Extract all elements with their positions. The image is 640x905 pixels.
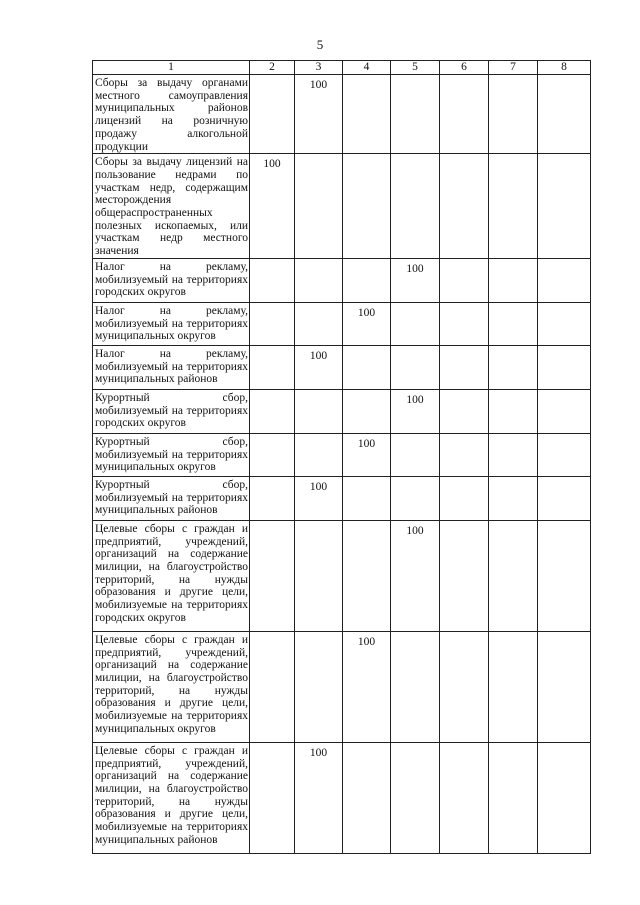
- table-row: [93, 631, 591, 742]
- percent-cell: [538, 520, 591, 631]
- percent-cell: [250, 742, 295, 853]
- percent-cell: [538, 154, 591, 259]
- percent-cell: [391, 75, 440, 154]
- percent-cell: [391, 154, 440, 259]
- percent-cell: [295, 154, 343, 259]
- table-row: [93, 154, 591, 259]
- percent-cell: [250, 389, 295, 433]
- percent-cell: [391, 433, 440, 476]
- table-row: [93, 476, 591, 520]
- percent-cell: [250, 433, 295, 476]
- percent-cell: 100: [343, 302, 391, 345]
- percent-cell: [538, 258, 591, 302]
- column-header: 1: [93, 61, 250, 75]
- column-header: 7: [489, 61, 538, 75]
- percent-cell: 100: [391, 258, 440, 302]
- table-row: [93, 258, 591, 302]
- percent-cell: 100: [343, 631, 391, 742]
- percent-cell: [391, 302, 440, 345]
- percent-cell: [295, 433, 343, 476]
- percent-cell: [343, 154, 391, 259]
- percent-cell: [440, 302, 489, 345]
- percent-cell: [440, 433, 489, 476]
- table-row: [93, 75, 591, 154]
- table-row: [93, 520, 591, 631]
- page-number: 5: [316, 37, 324, 52]
- percent-cell: [250, 520, 295, 631]
- percent-cell: [489, 302, 538, 345]
- percent-cell: [538, 389, 591, 433]
- percent-cell: [489, 258, 538, 302]
- column-header: 6: [440, 61, 489, 75]
- revenue-description-cell: Целевые сборы с граждан и предприятий, учреждений, организаций на содержание милиции, на благоустройство территорий, на нужды образования и другие цели, мобилизуемые на территориях муниципальных округов: [93, 631, 250, 742]
- percent-cell: 100: [295, 345, 343, 389]
- percent-cell: [538, 302, 591, 345]
- percent-cell: [538, 742, 591, 853]
- table-row: [93, 742, 591, 853]
- column-header: 4: [343, 61, 391, 75]
- percent-cell: [538, 75, 591, 154]
- percent-cell: [250, 631, 295, 742]
- percent-cell: [489, 742, 538, 853]
- revenue-description-cell: Налог на рекламу, мобилизуемый на территориях муниципальных округов: [93, 302, 250, 345]
- percent-cell: [250, 345, 295, 389]
- percent-cell: [343, 345, 391, 389]
- percent-cell: [489, 520, 538, 631]
- percent-cell: [343, 389, 391, 433]
- percent-cell: 100: [295, 75, 343, 154]
- percent-cell: [391, 345, 440, 389]
- percent-cell: 100: [391, 389, 440, 433]
- percent-cell: [440, 389, 489, 433]
- table-row: [93, 389, 591, 433]
- percent-cell: [295, 389, 343, 433]
- table-row: [93, 345, 591, 389]
- percent-cell: [343, 742, 391, 853]
- percent-cell: [538, 433, 591, 476]
- percent-cell: [440, 520, 489, 631]
- percent-cell: [295, 302, 343, 345]
- revenue-description-cell: Курортный сбор, мобилизуемый на территориях муниципальных районов: [93, 476, 250, 520]
- percent-cell: [250, 258, 295, 302]
- percent-cell: 100: [391, 520, 440, 631]
- revenue-distribution-table: [92, 60, 591, 854]
- percent-cell: [538, 631, 591, 742]
- percent-cell: [391, 631, 440, 742]
- percent-cell: 100: [295, 476, 343, 520]
- percent-cell: [489, 154, 538, 259]
- percent-cell: [391, 476, 440, 520]
- percent-cell: [250, 476, 295, 520]
- revenue-description-cell: Налог на рекламу, мобилизуемый на территориях муниципальных районов: [93, 345, 250, 389]
- column-header: 3: [295, 61, 343, 75]
- table-row: [93, 433, 591, 476]
- revenue-description-cell: Курортный сбор, мобилизуемый на территориях городских округов: [93, 389, 250, 433]
- percent-cell: [538, 345, 591, 389]
- percent-cell: [343, 258, 391, 302]
- column-header: 8: [538, 61, 591, 75]
- percent-cell: [440, 75, 489, 154]
- percent-cell: [440, 742, 489, 853]
- revenue-description-cell: Целевые сборы с граждан и предприятий, учреждений, организаций на содержание милиции, на благоустройство территорий, на нужды образования и другие цели, мобилизуемые на территориях муниципальных районов: [93, 742, 250, 853]
- revenue-description-cell: Курортный сбор, мобилизуемый на территориях муниципальных округов: [93, 433, 250, 476]
- revenue-description-cell: Сборы за выдачу органами местного самоуправления муниципальных районов лицензий на розничную продажу алкогольной продукции: [93, 75, 250, 154]
- percent-cell: [489, 345, 538, 389]
- revenue-description-cell: Сборы за выдачу лицензий на пользование недрами по участкам недр, содержащим месторождения общераспространенных полезных ископаемых, или участкам недр местного значения: [93, 154, 250, 259]
- table-header-row: [93, 61, 591, 75]
- percent-cell: [343, 476, 391, 520]
- percent-cell: [391, 742, 440, 853]
- percent-cell: [538, 476, 591, 520]
- percent-cell: 100: [250, 154, 295, 259]
- percent-cell: [295, 631, 343, 742]
- percent-cell: [489, 631, 538, 742]
- percent-cell: [489, 389, 538, 433]
- column-header: 5: [391, 61, 440, 75]
- percent-cell: [489, 476, 538, 520]
- column-header: 2: [250, 61, 295, 75]
- percent-cell: [343, 75, 391, 154]
- percent-cell: [250, 302, 295, 345]
- percent-cell: 100: [295, 742, 343, 853]
- revenue-description-cell: Целевые сборы с граждан и предприятий, учреждений, организаций на содержание милиции, на благоустройство территорий, на нужды образования и другие цели, мобилизуемые на территориях городских округов: [93, 520, 250, 631]
- percent-cell: [440, 154, 489, 259]
- percent-cell: [295, 258, 343, 302]
- percent-cell: [489, 433, 538, 476]
- percent-cell: 100: [343, 433, 391, 476]
- percent-cell: [295, 520, 343, 631]
- percent-cell: [440, 345, 489, 389]
- percent-cell: [489, 75, 538, 154]
- revenue-description-cell: Налог на рекламу, мобилизуемый на территориях городских округов: [93, 258, 250, 302]
- percent-cell: [250, 75, 295, 154]
- percent-cell: [440, 258, 489, 302]
- table-row: [93, 302, 591, 345]
- percent-cell: [343, 520, 391, 631]
- percent-cell: [440, 476, 489, 520]
- percent-cell: [440, 631, 489, 742]
